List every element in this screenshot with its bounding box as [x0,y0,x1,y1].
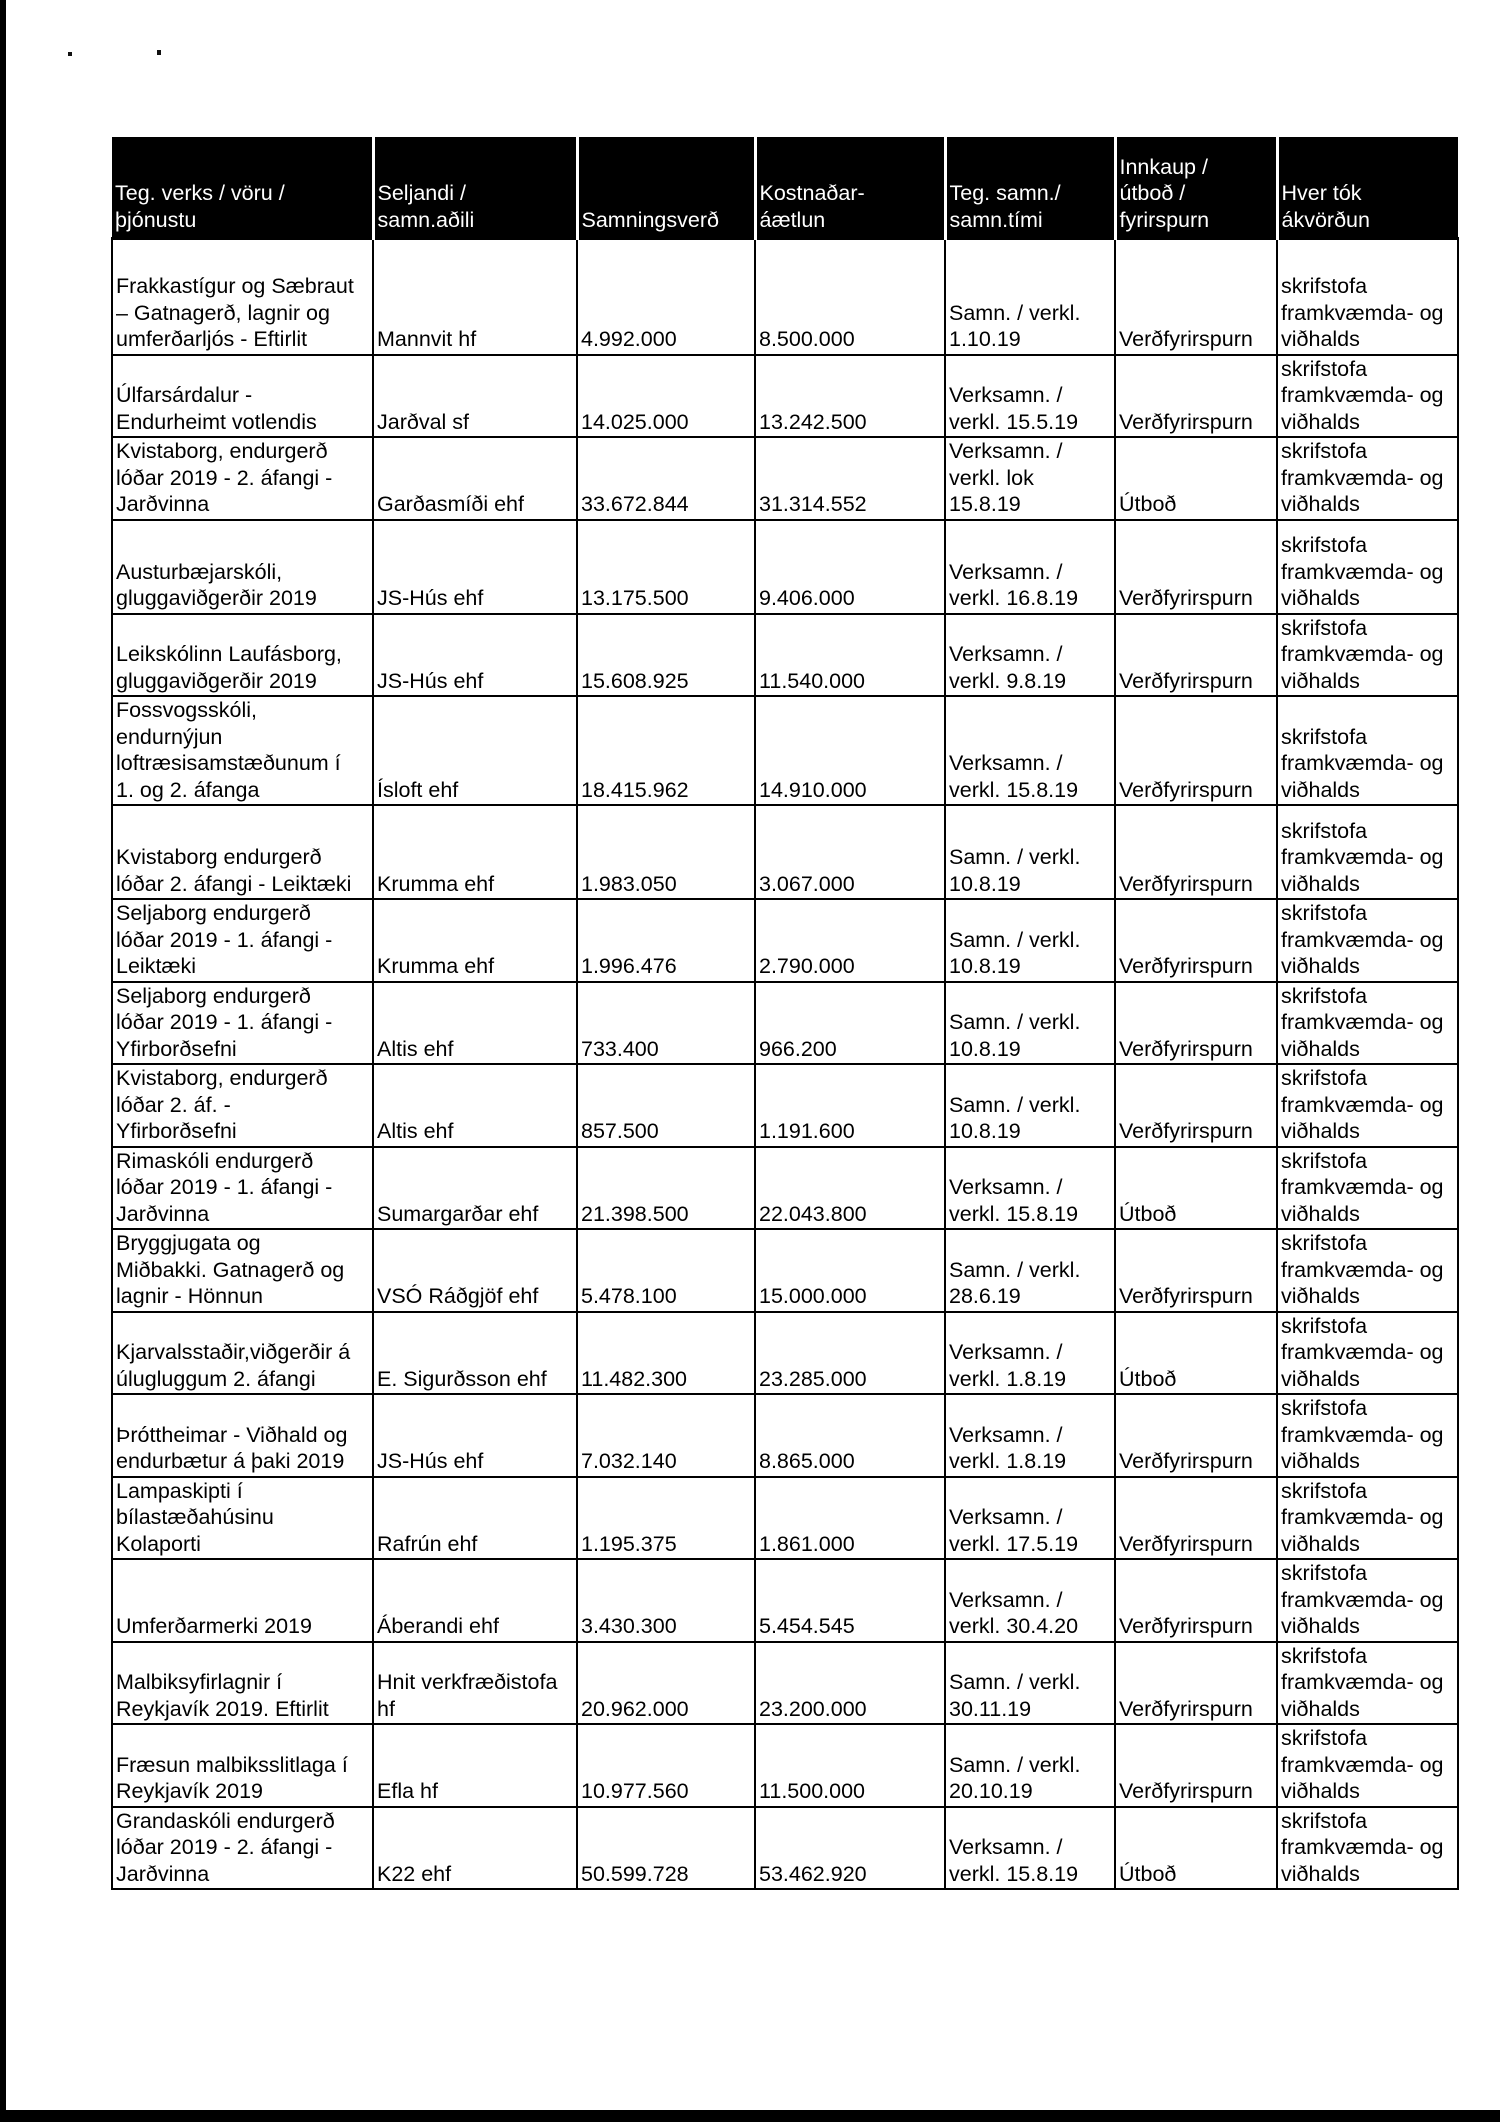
cell-contract-price: 1.195.375 [577,1477,755,1560]
cell-contract-type: Samn. / verkl. 10.8.19 [945,805,1115,899]
cell-seller: VSÓ Ráðgjöf ehf [373,1229,577,1312]
cell-decision-maker: skrifstofa framkvæmda- og viðhalds [1277,1064,1458,1147]
table-row [112,805,1458,899]
cell-seller: JS-Hús ehf [373,614,577,697]
cell-cost-estimate: 22.043.800 [755,1147,945,1230]
cell-decision-maker: skrifstofa framkvæmda- og viðhalds [1277,696,1458,805]
cell-procurement: Verðfyrirspurn [1115,1559,1277,1642]
header-type-of-work: Teg. verks / vöru / þjónustu [112,137,373,239]
cell-decision-maker: skrifstofa framkvæmda- og viðhalds [1277,437,1458,520]
cell-contract-price: 1.983.050 [577,805,755,899]
cell-procurement: Verðfyrirspurn [1115,1724,1277,1807]
cell-cost-estimate: 53.462.920 [755,1807,945,1890]
cell-procurement: Útboð [1115,1312,1277,1395]
cell-seller: Mannvit hf [373,239,577,355]
cell-type-of-work: Umferðarmerki 2019 [112,1559,373,1642]
table-row [112,1229,1458,1312]
cell-cost-estimate: 1.861.000 [755,1477,945,1560]
cell-type-of-work: Leikskólinn Laufásborg, gluggaviðgerðir 2019 [112,614,373,697]
cell-contract-price: 4.992.000 [577,239,755,355]
cell-procurement: Útboð [1115,1147,1277,1230]
cell-type-of-work: Fræsun malbiksslitlaga í Reykjavík 2019 [112,1724,373,1807]
table-row [112,1312,1458,1395]
cell-seller: Altis ehf [373,982,577,1065]
cell-contract-price: 20.962.000 [577,1642,755,1725]
cell-contract-price: 15.608.925 [577,614,755,697]
cell-procurement: Verðfyrirspurn [1115,1642,1277,1725]
cell-contract-type: Samn. / verkl. 10.8.19 [945,899,1115,982]
cell-decision-maker: skrifstofa framkvæmda- og viðhalds [1277,1394,1458,1477]
header-procurement: Innkaup / útboð / fyrirspurn [1115,137,1277,239]
cell-decision-maker: skrifstofa framkvæmda- og viðhalds [1277,1642,1458,1725]
cell-procurement: Verðfyrirspurn [1115,355,1277,438]
header-seller: Seljandi / samn.aðili [373,137,577,239]
cell-seller: E. Sigurðsson ehf [373,1312,577,1395]
cell-decision-maker: skrifstofa framkvæmda- og viðhalds [1277,1559,1458,1642]
cell-contract-type: Verksamn. / verkl. 17.5.19 [945,1477,1115,1560]
table-row [112,437,1458,520]
cell-cost-estimate: 13.242.500 [755,355,945,438]
contracts-table [111,137,1459,1890]
table-row [112,239,1458,355]
cell-procurement: Útboð [1115,1807,1277,1890]
cell-seller: Áberandi ehf [373,1559,577,1642]
header-contract-type: Teg. samn./ samn.tími [945,137,1115,239]
table-row [112,614,1458,697]
table-row [112,355,1458,438]
cell-contract-price: 1.996.476 [577,899,755,982]
cell-cost-estimate: 3.067.000 [755,805,945,899]
cell-contract-type: Verksamn. / verkl. 15.8.19 [945,1147,1115,1230]
cell-contract-price: 733.400 [577,982,755,1065]
scan-border-bottom [0,2110,1500,2122]
cell-contract-type: Samn. / verkl. 20.10.19 [945,1724,1115,1807]
cell-decision-maker: skrifstofa framkvæmda- og viðhalds [1277,614,1458,697]
cell-decision-maker: skrifstofa framkvæmda- og viðhalds [1277,805,1458,899]
cell-procurement: Verðfyrirspurn [1115,696,1277,805]
cell-contract-price: 3.430.300 [577,1559,755,1642]
cell-seller: Efla hf [373,1724,577,1807]
cell-contract-price: 13.175.500 [577,520,755,614]
table-row [112,1724,1458,1807]
cell-contract-type: Samn. / verkl. 30.11.19 [945,1642,1115,1725]
cell-seller: Ísloft ehf [373,696,577,805]
cell-contract-type: Samn. / verkl. 10.8.19 [945,1064,1115,1147]
cell-decision-maker: skrifstofa framkvæmda- og viðhalds [1277,355,1458,438]
cell-decision-maker: skrifstofa framkvæmda- og viðhalds [1277,982,1458,1065]
cell-cost-estimate: 8.500.000 [755,239,945,355]
cell-contract-type: Samn. / verkl. 1.10.19 [945,239,1115,355]
cell-seller: Garðasmíði ehf [373,437,577,520]
table-row [112,982,1458,1065]
table-row [112,520,1458,614]
cell-type-of-work: Kvistaborg, endurgerð lóðar 2. áf. - Yfirborðsefni [112,1064,373,1147]
cell-procurement: Verðfyrirspurn [1115,1477,1277,1560]
cell-cost-estimate: 11.500.000 [755,1724,945,1807]
table-row [112,1642,1458,1725]
cell-type-of-work: Úlfarsárdalur - Endurheimt votlendis [112,355,373,438]
cell-contract-price: 14.025.000 [577,355,755,438]
cell-decision-maker: skrifstofa framkvæmda- og viðhalds [1277,520,1458,614]
cell-procurement: Verðfyrirspurn [1115,1064,1277,1147]
cell-type-of-work: Frakkastígur og Sæbraut – Gatnagerð, lagnir og umferðarljós - Eftirlit [112,239,373,355]
cell-cost-estimate: 5.454.545 [755,1559,945,1642]
cell-type-of-work: Seljaborg endurgerð lóðar 2019 - 1. áfangi - Leiktæki [112,899,373,982]
cell-contract-price: 18.415.962 [577,696,755,805]
table-row [112,1559,1458,1642]
cell-decision-maker: skrifstofa framkvæmda- og viðhalds [1277,239,1458,355]
cell-decision-maker: skrifstofa framkvæmda- og viðhalds [1277,1807,1458,1890]
cell-seller: Altis ehf [373,1064,577,1147]
cell-contract-price: 21.398.500 [577,1147,755,1230]
cell-cost-estimate: 15.000.000 [755,1229,945,1312]
cell-contract-type: Verksamn. / verkl. 16.8.19 [945,520,1115,614]
cell-contract-price: 11.482.300 [577,1312,755,1395]
cell-seller: Hnit verkfræðistofa hf [373,1642,577,1725]
cell-contract-type: Verksamn. / verkl. 1.8.19 [945,1312,1115,1395]
cell-seller: JS-Hús ehf [373,1394,577,1477]
cell-procurement: Verðfyrirspurn [1115,982,1277,1065]
cell-cost-estimate: 1.191.600 [755,1064,945,1147]
cell-seller: JS-Hús ehf [373,520,577,614]
header-cost-estimate: Kostnaðar- áætlun [755,137,945,239]
table-row [112,1147,1458,1230]
cell-decision-maker: skrifstofa framkvæmda- og viðhalds [1277,1312,1458,1395]
cell-procurement: Útboð [1115,437,1277,520]
cell-type-of-work: Lampaskipti í bílastæðahúsinu Kolaporti [112,1477,373,1560]
cell-procurement: Verðfyrirspurn [1115,520,1277,614]
scan-border-left [0,0,6,2122]
cell-type-of-work: Þróttheimar - Viðhald og endurbætur á þaki 2019 [112,1394,373,1477]
cell-type-of-work: Seljaborg endurgerð lóðar 2019 - 1. áfangi - Yfirborðsefni [112,982,373,1065]
cell-seller: Krumma ehf [373,805,577,899]
cell-cost-estimate: 23.285.000 [755,1312,945,1395]
cell-contract-price: 857.500 [577,1064,755,1147]
table-row [112,1477,1458,1560]
scan-speck [68,52,72,56]
cell-type-of-work: Rimaskóli endurgerð lóðar 2019 - 1. áfangi - Jarðvinna [112,1147,373,1230]
cell-type-of-work: Grandaskóli endurgerð lóðar 2019 - 2. áfangi - Jarðvinna [112,1807,373,1890]
cell-decision-maker: skrifstofa framkvæmda- og viðhalds [1277,1229,1458,1312]
cell-contract-type: Verksamn. / verkl. 15.8.19 [945,696,1115,805]
table-row [112,1064,1458,1147]
cell-cost-estimate: 8.865.000 [755,1394,945,1477]
table-row [112,1807,1458,1890]
cell-contract-type: Verksamn. / verkl. 15.8.19 [945,1807,1115,1890]
cell-procurement: Verðfyrirspurn [1115,1229,1277,1312]
cell-contract-type: Verksamn. / verkl. 15.5.19 [945,355,1115,438]
cell-contract-price: 10.977.560 [577,1724,755,1807]
cell-type-of-work: Kvistaborg, endurgerð lóðar 2019 - 2. áfangi - Jarðvinna [112,437,373,520]
cell-decision-maker: skrifstofa framkvæmda- og viðhalds [1277,1477,1458,1560]
cell-cost-estimate: 966.200 [755,982,945,1065]
cell-seller: Jarðval sf [373,355,577,438]
cell-contract-price: 33.672.844 [577,437,755,520]
header-decision-maker: Hver tók ákvörðun [1277,137,1458,239]
cell-cost-estimate: 9.406.000 [755,520,945,614]
cell-cost-estimate: 23.200.000 [755,1642,945,1725]
cell-type-of-work: Bryggjugata og Miðbakki. Gatnagerð og lagnir - Hönnun [112,1229,373,1312]
cell-contract-price: 5.478.100 [577,1229,755,1312]
cell-contract-price: 7.032.140 [577,1394,755,1477]
cell-type-of-work: Fossvogsskóli, endurnýjun loftræsisamstæðunum í 1. og 2. áfanga [112,696,373,805]
cell-type-of-work: Kvistaborg endurgerð lóðar 2. áfangi - Leiktæki [112,805,373,899]
cell-contract-type: Verksamn. / verkl. 1.8.19 [945,1394,1115,1477]
cell-type-of-work: Kjarvalsstaðir,viðgerðir á úlugluggum 2. áfangi [112,1312,373,1395]
cell-contract-price: 50.599.728 [577,1807,755,1890]
header-contract-price: Samningsverð [577,137,755,239]
scan-speck [157,50,161,55]
cell-cost-estimate: 14.910.000 [755,696,945,805]
cell-cost-estimate: 31.314.552 [755,437,945,520]
cell-type-of-work: Malbiksyfirlagnir í Reykjavík 2019. Eftirlit [112,1642,373,1725]
cell-seller: K22 ehf [373,1807,577,1890]
table-row [112,696,1458,805]
cell-contract-type: Samn. / verkl. 28.6.19 [945,1229,1115,1312]
cell-decision-maker: skrifstofa framkvæmda- og viðhalds [1277,1147,1458,1230]
cell-contract-type: Verksamn. / verkl. 9.8.19 [945,614,1115,697]
cell-procurement: Verðfyrirspurn [1115,805,1277,899]
cell-contract-type: Samn. / verkl. 10.8.19 [945,982,1115,1065]
cell-cost-estimate: 2.790.000 [755,899,945,982]
cell-seller: Rafrún ehf [373,1477,577,1560]
cell-procurement: Verðfyrirspurn [1115,1394,1277,1477]
table-row [112,899,1458,982]
table-row [112,1394,1458,1477]
cell-decision-maker: skrifstofa framkvæmda- og viðhalds [1277,899,1458,982]
cell-seller: Krumma ehf [373,899,577,982]
cell-cost-estimate: 11.540.000 [755,614,945,697]
cell-procurement: Verðfyrirspurn [1115,614,1277,697]
cell-procurement: Verðfyrirspurn [1115,899,1277,982]
cell-contract-type: Verksamn. / verkl. lok 15.8.19 [945,437,1115,520]
cell-type-of-work: Austurbæjarskóli, gluggaviðgerðir 2019 [112,520,373,614]
table-header-row [112,137,1458,239]
cell-procurement: Verðfyrirspurn [1115,239,1277,355]
cell-decision-maker: skrifstofa framkvæmda- og viðhalds [1277,1724,1458,1807]
cell-seller: Sumargarðar ehf [373,1147,577,1230]
cell-contract-type: Verksamn. / verkl. 30.4.20 [945,1559,1115,1642]
